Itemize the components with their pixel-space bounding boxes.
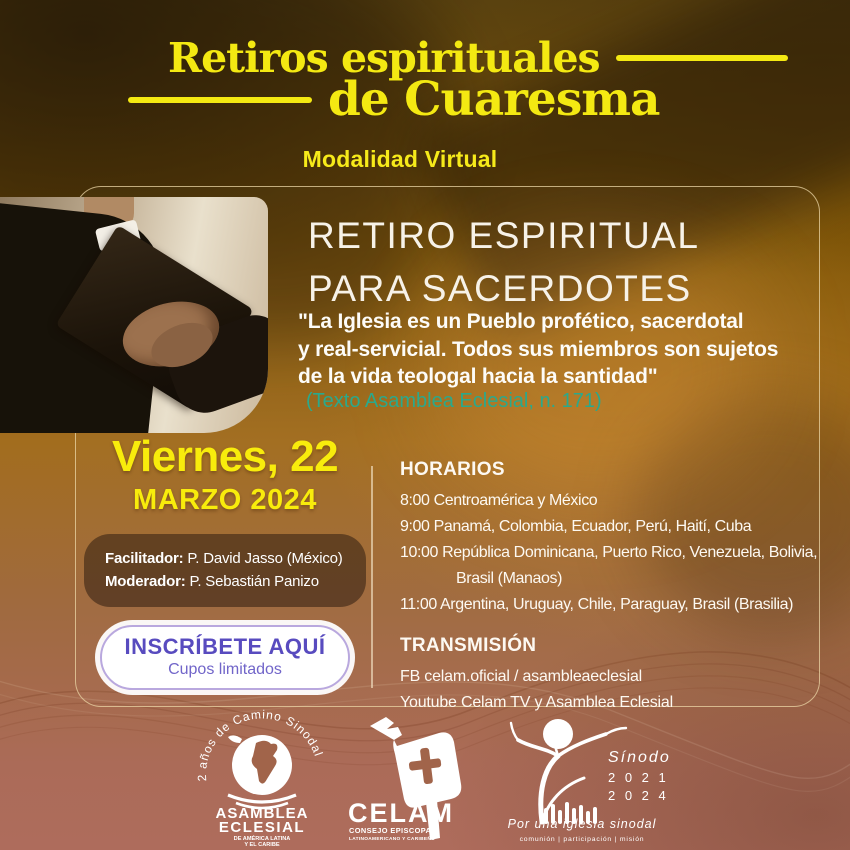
sinodo-name: Sínodo [608,749,671,766]
retreat-quote [298,308,778,391]
title-row-2 [128,72,659,127]
celam-sub-line2: LATINOAMERICANO Y CARIBEÑO [349,837,436,842]
retreat-heading-line2: PARA SACERDOTES [308,267,692,309]
facilitator-label: Facilitador: [105,550,184,567]
transmission-block [400,635,822,716]
celam-sub-line1: CONSEJO EPISCOPAL [349,826,437,835]
asamblea-arc-text: 2 años de Camino Sinodal [194,707,326,782]
moderator-label: Moderador: [105,573,186,591]
retreat-heading-line1: RETIRO ESPIRITUAL [308,215,700,256]
transmission-youtube: Youtube Celam TV y Asamblea Eclesial [400,694,673,711]
register-button[interactable] [100,625,350,690]
register-button-note: Cupos limitados [168,660,282,678]
register-button-label: INSCRÍBETE AQUÍ [124,633,326,659]
asamblea-name-line2: ECLESIAL [218,819,306,836]
asamblea-dove-icon [228,735,242,743]
moderator-name: P. Sebastián Panizo [185,573,319,591]
celam-name: CELAM [348,798,454,828]
asamblea-wave-icon [228,795,296,802]
asamblea-eclesial-logo [190,703,334,848]
priest-photo [0,197,268,433]
sinodo-sun-icon [543,719,573,749]
schedule-item: 11:00 Argentina, Uruguay, Chile, Paraguay, Brasil (Brasilia) [400,596,794,613]
celam-logo [340,712,476,844]
facilitator-line [105,547,345,570]
poster-title-line2: de Cuaresma [328,72,660,127]
moderator-line [105,570,345,593]
facilitator-name: P. David Jasso (México) [183,550,343,567]
sinodo-year1: 2 0 2 1 [608,770,669,785]
quote-line2: y real-servicial. Todos sus miembros son sujetos [298,337,779,361]
transmission-title: TRANSMISIÓN [400,635,537,656]
quote-source: (Texto Asamblea Eclesial, n. 171) [306,390,602,412]
facilitators-box [84,534,366,607]
retreat-heading [308,210,699,315]
transmission-facebook: FB celam.oficial / asambleaeclesial [400,668,642,685]
asamblea-sub-line1: DE AMÉRICA LATINA [233,836,291,842]
title-dash-left [128,97,312,103]
event-day: Viernes, 22 [111,432,339,481]
sinodo-motto: comunión | participación | misión [519,836,645,843]
sinodo-tagline: Por una iglesia sinodal [507,817,657,831]
quote-line3: de la vida teologal hacia la santidad" [298,365,658,389]
column-divider [371,466,373,688]
date-column [75,432,375,690]
asamblea-sub-line2: Y EL CARIBE [244,842,280,848]
poster-title-line1: Retiros espirituales [168,34,600,82]
info-column [400,459,822,716]
schedule-item: 9:00 Panamá, Colombia, Ecuador, Perú, Haití, Cuba [400,518,752,535]
modality-label: Modalidad Virtual [302,146,498,172]
asamblea-name-line1: ASAMBLEA [215,805,309,822]
event-month-year: MARZO 2024 [133,484,317,516]
sinodo-year2: 2 0 2 4 [608,788,669,803]
sinodo-logo [486,710,678,846]
schedule-item: 8:00 Centroamérica y México [400,492,598,509]
schedule-title: HORARIOS [400,459,505,480]
quote-line1: "La Iglesia es un Pueblo profético, sacerdotal [298,310,744,333]
title-dash-right [616,55,788,61]
schedule-item: 10:00 República Dominicana, Puerto Rico, Venezuela, Bolivia, Brasil (Manaos) [400,544,818,587]
